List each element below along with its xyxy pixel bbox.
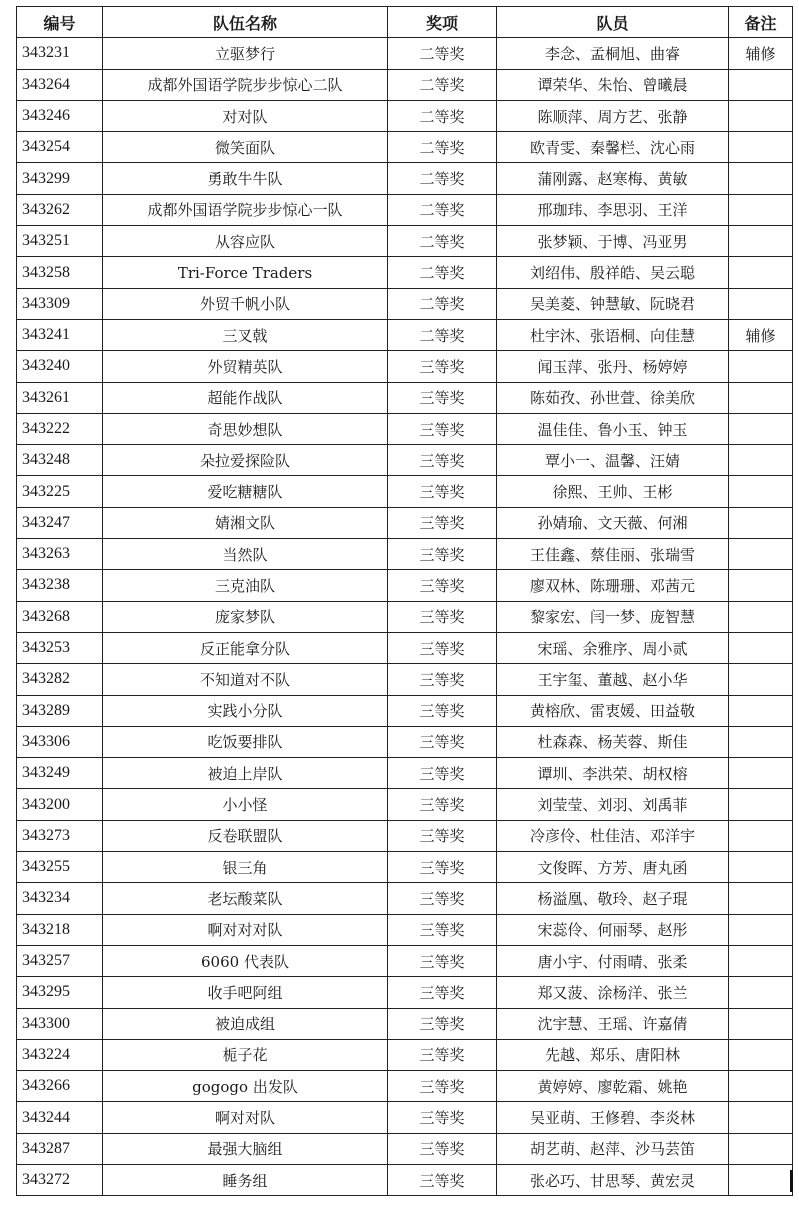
cell-id: 343241 [17, 319, 103, 350]
cell-members: 宋瑶、余雅序、周小贰 [497, 632, 729, 663]
cell-note: 辅修 [729, 319, 793, 350]
cell-id: 343200 [17, 789, 103, 820]
cell-team-name: 老坛酸菜队 [103, 883, 388, 914]
cell-members: 文俊晖、方芳、唐丸函 [497, 852, 729, 883]
table-row [17, 820, 793, 851]
cell-members: 闻玉萍、张丹、杨婷婷 [497, 351, 729, 382]
cell-note [729, 977, 793, 1008]
cell-team-name: 从容应队 [103, 226, 388, 257]
cell-team-name: 成都外国语学院步步惊心二队 [103, 69, 388, 100]
header-team-name: 队伍名称 [103, 7, 388, 38]
award-results-table [16, 6, 793, 1196]
cell-members: 欧青雯、秦馨栏、沈心雨 [497, 132, 729, 163]
cell-award: 三等奖 [388, 758, 497, 789]
cell-members: 张必巧、甘思琴、黄宏灵 [497, 1164, 729, 1195]
table-row [17, 163, 793, 194]
cell-id: 343225 [17, 476, 103, 507]
cell-members: 吴美菱、钟慧敏、阮晓君 [497, 288, 729, 319]
cell-note [729, 789, 793, 820]
cell-id: 343289 [17, 695, 103, 726]
cell-award: 三等奖 [388, 570, 497, 601]
cell-note [729, 1008, 793, 1039]
cell-id: 343254 [17, 132, 103, 163]
cell-id: 343251 [17, 226, 103, 257]
cell-team-name: 对对队 [103, 100, 388, 131]
cell-award: 二等奖 [388, 257, 497, 288]
cell-id: 343266 [17, 1071, 103, 1102]
table-row [17, 570, 793, 601]
cell-award: 二等奖 [388, 319, 497, 350]
cell-award: 三等奖 [388, 820, 497, 851]
cell-members: 张梦颖、于博、冯亚男 [497, 226, 729, 257]
cell-team-name: 被迫成组 [103, 1008, 388, 1039]
cell-id: 343255 [17, 852, 103, 883]
table-row [17, 1039, 793, 1070]
cell-team-name: 外贸精英队 [103, 351, 388, 382]
table-row [17, 69, 793, 100]
cell-award: 三等奖 [388, 664, 497, 695]
cell-award: 三等奖 [388, 351, 497, 382]
cell-team-name: 庞家梦队 [103, 601, 388, 632]
cell-members: 杜宇沐、张语桐、向佳慧 [497, 319, 729, 350]
cell-team-name: 银三角 [103, 852, 388, 883]
table-row [17, 445, 793, 476]
table-row [17, 1133, 793, 1164]
cell-members: 黄榕欣、雷衷媛、田益敬 [497, 695, 729, 726]
cell-note [729, 914, 793, 945]
table-row [17, 632, 793, 663]
cell-members: 吴亚萌、王修碧、李炎林 [497, 1102, 729, 1133]
cell-award: 二等奖 [388, 226, 497, 257]
cell-members: 黄婷婷、廖乾霜、姚艳 [497, 1071, 729, 1102]
cell-members: 温佳佳、鲁小玉、钟玉 [497, 413, 729, 444]
cell-team-name: 啊对对对队 [103, 914, 388, 945]
cell-members: 陈茹孜、孙世萱、徐美欣 [497, 382, 729, 413]
cell-team-name: 栀子花 [103, 1039, 388, 1070]
cell-id: 343264 [17, 69, 103, 100]
cell-team-name: 奇思妙想队 [103, 413, 388, 444]
table-row [17, 1164, 793, 1195]
cell-award: 三等奖 [388, 852, 497, 883]
cell-members: 廖双林、陈珊珊、邓茜元 [497, 570, 729, 601]
cell-members: 孙婧瑜、文天薇、何湘 [497, 507, 729, 538]
table-row [17, 507, 793, 538]
cell-note [729, 163, 793, 194]
cell-team-name: 勇敢牛牛队 [103, 163, 388, 194]
cell-id: 343268 [17, 601, 103, 632]
cell-id: 343295 [17, 977, 103, 1008]
table-row [17, 601, 793, 632]
table-row [17, 132, 793, 163]
cell-note [729, 100, 793, 131]
cell-note [729, 476, 793, 507]
cell-note [729, 632, 793, 663]
header-note: 备注 [729, 7, 793, 38]
cell-id: 343258 [17, 257, 103, 288]
cell-team-name: 不知道对不队 [103, 664, 388, 695]
cell-note [729, 726, 793, 757]
cell-team-name: 睡务组 [103, 1164, 388, 1195]
table-row [17, 914, 793, 945]
table-row [17, 226, 793, 257]
edge-marker [790, 1170, 793, 1192]
cell-team-name: 反卷联盟队 [103, 820, 388, 851]
cell-note [729, 883, 793, 914]
cell-award: 三等奖 [388, 1071, 497, 1102]
cell-id: 343282 [17, 664, 103, 695]
cell-id: 343309 [17, 288, 103, 319]
table-row [17, 1008, 793, 1039]
cell-team-name: 三克油队 [103, 570, 388, 601]
table-row [17, 758, 793, 789]
cell-team-name: 收手吧阿组 [103, 977, 388, 1008]
cell-award: 三等奖 [388, 726, 497, 757]
cell-note [729, 288, 793, 319]
cell-award: 三等奖 [388, 445, 497, 476]
cell-id: 343234 [17, 883, 103, 914]
cell-members: 先越、郑乐、唐阳林 [497, 1039, 729, 1070]
cell-team-name: 吃饭要排队 [103, 726, 388, 757]
cell-award: 三等奖 [388, 507, 497, 538]
cell-team-name: 反正能拿分队 [103, 632, 388, 663]
table-row [17, 695, 793, 726]
cell-note [729, 194, 793, 225]
table-row [17, 1071, 793, 1102]
table-row [17, 319, 793, 350]
cell-members: 谭荣华、朱怡、曾曦晨 [497, 69, 729, 100]
cell-award: 三等奖 [388, 1102, 497, 1133]
table-row [17, 664, 793, 695]
cell-team-name: 6060 代表队 [103, 945, 388, 976]
cell-award: 三等奖 [388, 601, 497, 632]
cell-members: 陈顺萍、周方艺、张静 [497, 100, 729, 131]
cell-award: 三等奖 [388, 1164, 497, 1195]
header-id: 编号 [17, 7, 103, 38]
cell-award: 二等奖 [388, 38, 497, 69]
cell-team-name: 实践小分队 [103, 695, 388, 726]
table-row [17, 413, 793, 444]
table-row [17, 726, 793, 757]
cell-note [729, 257, 793, 288]
results-table-container [16, 6, 793, 1196]
cell-members: 宋蕊伶、何丽琴、赵彤 [497, 914, 729, 945]
table-row [17, 100, 793, 131]
cell-award: 三等奖 [388, 632, 497, 663]
cell-members: 邢珈玮、李思羽、王洋 [497, 194, 729, 225]
cell-id: 343300 [17, 1008, 103, 1039]
cell-note [729, 758, 793, 789]
cell-note [729, 226, 793, 257]
cell-team-name: 三叉戟 [103, 319, 388, 350]
cell-award: 三等奖 [388, 413, 497, 444]
cell-members: 冷彦伶、杜佳洁、邓洋宇 [497, 820, 729, 851]
cell-members: 覃小一、温馨、汪婧 [497, 445, 729, 476]
cell-note [729, 445, 793, 476]
cell-members: 王佳鑫、蔡佳丽、张瑞雪 [497, 539, 729, 570]
cell-award: 三等奖 [388, 883, 497, 914]
cell-team-name: 最强大脑组 [103, 1133, 388, 1164]
cell-members: 刘莹莹、刘羽、刘禹菲 [497, 789, 729, 820]
table-row [17, 977, 793, 1008]
cell-id: 343299 [17, 163, 103, 194]
cell-id: 343261 [17, 382, 103, 413]
cell-team-name: Tri-Force Traders [103, 257, 388, 288]
table-row [17, 883, 793, 914]
cell-members: 王宇玺、董越、赵小华 [497, 664, 729, 695]
cell-note [729, 1039, 793, 1070]
cell-note [729, 945, 793, 976]
table-row [17, 476, 793, 507]
table-row [17, 852, 793, 883]
cell-award: 三等奖 [388, 789, 497, 820]
cell-note [729, 507, 793, 538]
table-row [17, 38, 793, 69]
table-row [17, 351, 793, 382]
cell-note [729, 664, 793, 695]
cell-id: 343244 [17, 1102, 103, 1133]
table-body [17, 38, 793, 1196]
table-row [17, 539, 793, 570]
cell-team-name: 立驱梦行 [103, 38, 388, 69]
cell-award: 三等奖 [388, 382, 497, 413]
cell-id: 343262 [17, 194, 103, 225]
cell-id: 343218 [17, 914, 103, 945]
cell-note [729, 132, 793, 163]
cell-note [729, 382, 793, 413]
cell-award: 二等奖 [388, 288, 497, 319]
cell-members: 李念、孟桐旭、曲睿 [497, 38, 729, 69]
cell-note [729, 1071, 793, 1102]
cell-id: 343257 [17, 945, 103, 976]
cell-award: 二等奖 [388, 163, 497, 194]
header-members: 队员 [497, 7, 729, 38]
cell-team-name: 婧湘文队 [103, 507, 388, 538]
cell-members: 谭圳、李洪荣、胡权榕 [497, 758, 729, 789]
cell-award: 二等奖 [388, 132, 497, 163]
cell-team-name: 超能作战队 [103, 382, 388, 413]
cell-members: 郑又菠、涂杨洋、张兰 [497, 977, 729, 1008]
cell-members: 杜森森、杨芙蓉、斯佳 [497, 726, 729, 757]
cell-note [729, 695, 793, 726]
cell-note: 辅修 [729, 38, 793, 69]
table-row [17, 288, 793, 319]
cell-award: 三等奖 [388, 695, 497, 726]
cell-members: 徐熙、王帅、王彬 [497, 476, 729, 507]
cell-award: 三等奖 [388, 539, 497, 570]
cell-award: 三等奖 [388, 945, 497, 976]
cell-members: 蒲刚露、赵寒梅、黄敏 [497, 163, 729, 194]
cell-members: 唐小宇、付雨晴、张柔 [497, 945, 729, 976]
cell-id: 343272 [17, 1164, 103, 1195]
table-row [17, 1102, 793, 1133]
cell-award: 三等奖 [388, 914, 497, 945]
cell-id: 343273 [17, 820, 103, 851]
cell-note [729, 820, 793, 851]
cell-members: 刘绍伟、殷祥皓、吴云聪 [497, 257, 729, 288]
cell-team-name: 当然队 [103, 539, 388, 570]
cell-id: 343287 [17, 1133, 103, 1164]
cell-team-name: 小小怪 [103, 789, 388, 820]
cell-note [729, 1102, 793, 1133]
cell-members: 胡艺萌、赵萍、沙马芸笛 [497, 1133, 729, 1164]
cell-id: 343248 [17, 445, 103, 476]
cell-award: 三等奖 [388, 476, 497, 507]
cell-members: 沈宇慧、王瑶、许嘉倩 [497, 1008, 729, 1039]
table-row [17, 945, 793, 976]
table-row [17, 194, 793, 225]
cell-note [729, 351, 793, 382]
cell-team-name: 爱吃糖糖队 [103, 476, 388, 507]
cell-note [729, 69, 793, 100]
cell-members: 杨溢凰、敬玲、赵子琨 [497, 883, 729, 914]
cell-note [729, 1164, 793, 1195]
cell-id: 343247 [17, 507, 103, 538]
cell-award: 三等奖 [388, 1133, 497, 1164]
cell-id: 343231 [17, 38, 103, 69]
cell-id: 343238 [17, 570, 103, 601]
header-row [17, 7, 793, 38]
cell-team-name: 朵拉爱探险队 [103, 445, 388, 476]
cell-award: 二等奖 [388, 69, 497, 100]
cell-id: 343249 [17, 758, 103, 789]
cell-team-name: 啊对对队 [103, 1102, 388, 1133]
cell-team-name: gogogo 出发队 [103, 1071, 388, 1102]
cell-award: 三等奖 [388, 977, 497, 1008]
cell-id: 343263 [17, 539, 103, 570]
cell-note [729, 539, 793, 570]
cell-note [729, 570, 793, 601]
cell-id: 343240 [17, 351, 103, 382]
cell-note [729, 601, 793, 632]
cell-team-name: 成都外国语学院步步惊心一队 [103, 194, 388, 225]
table-row [17, 789, 793, 820]
cell-id: 343253 [17, 632, 103, 663]
cell-team-name: 微笑面队 [103, 132, 388, 163]
cell-award: 二等奖 [388, 194, 497, 225]
cell-award: 三等奖 [388, 1008, 497, 1039]
cell-members: 黎家宏、闫一梦、庞智慧 [497, 601, 729, 632]
cell-id: 343224 [17, 1039, 103, 1070]
cell-note [729, 1133, 793, 1164]
cell-id: 343306 [17, 726, 103, 757]
cell-note [729, 413, 793, 444]
cell-team-name: 外贸千帆小队 [103, 288, 388, 319]
cell-award: 二等奖 [388, 100, 497, 131]
table-row [17, 382, 793, 413]
cell-award: 三等奖 [388, 1039, 497, 1070]
cell-note [729, 852, 793, 883]
cell-team-name: 被迫上岸队 [103, 758, 388, 789]
table-row [17, 257, 793, 288]
header-award: 奖项 [388, 7, 497, 38]
cell-id: 343222 [17, 413, 103, 444]
cell-id: 343246 [17, 100, 103, 131]
